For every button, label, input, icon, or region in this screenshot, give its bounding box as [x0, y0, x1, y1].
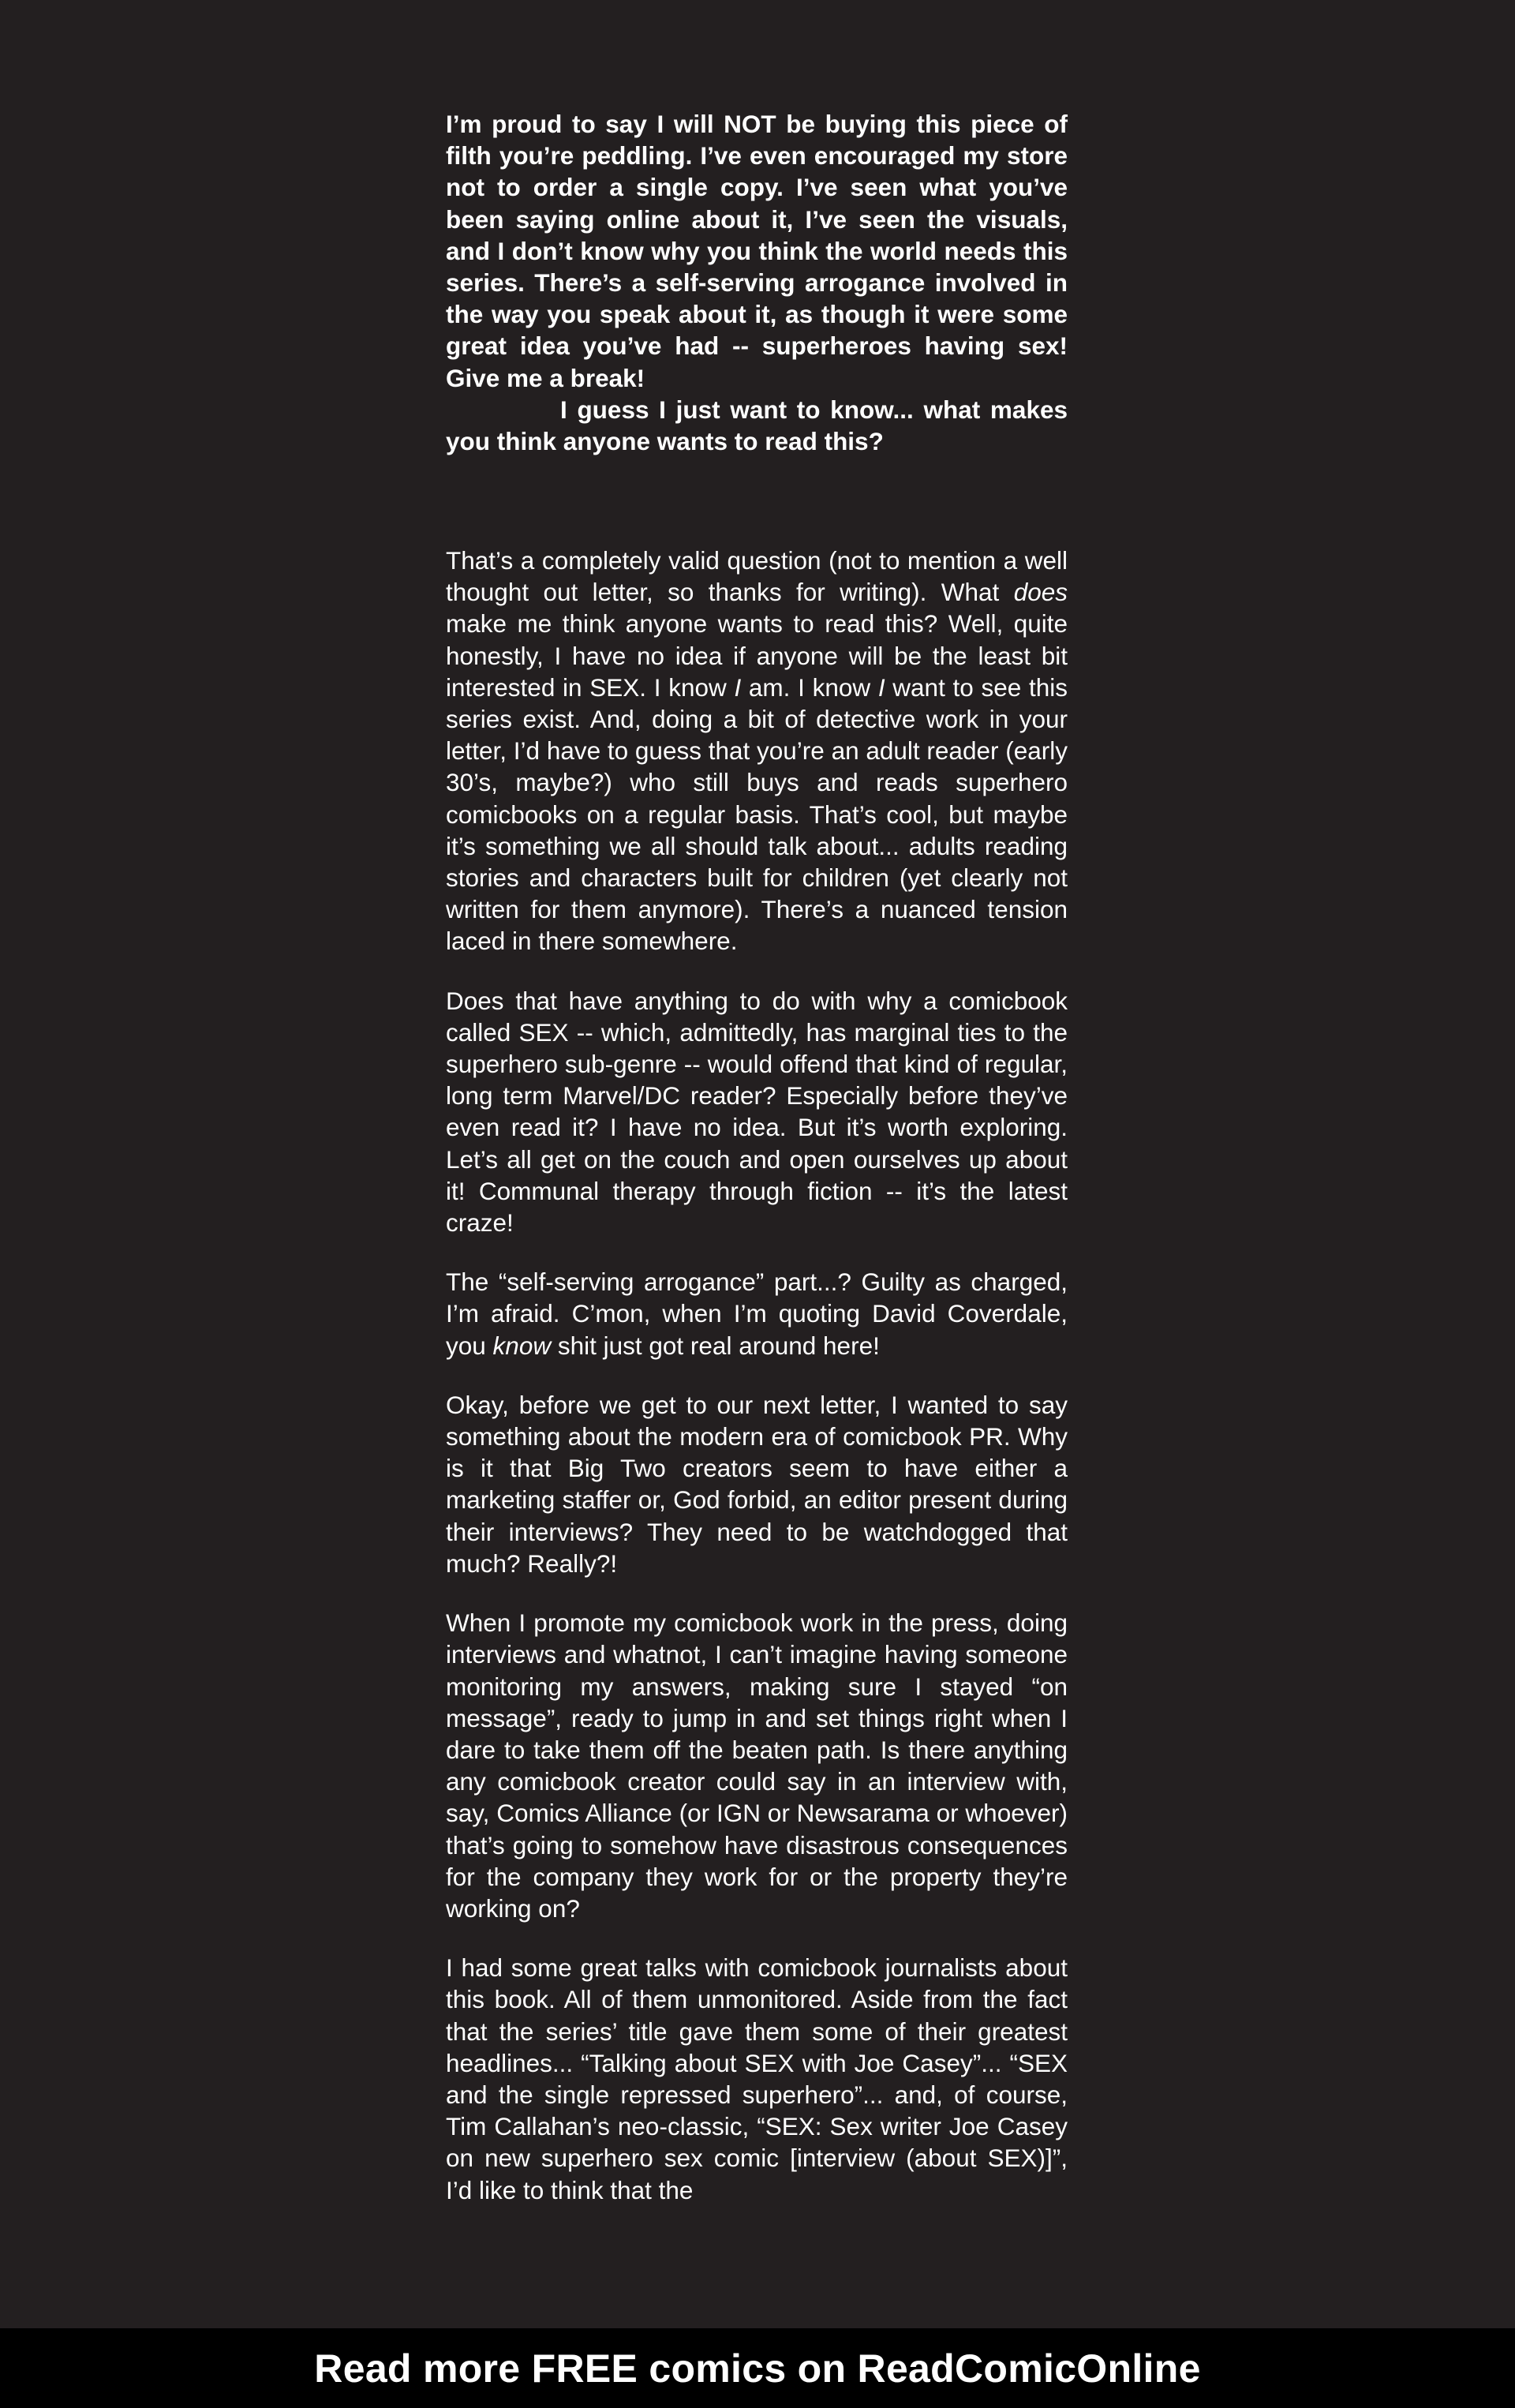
letter-paragraph-2: I guess I just want to know... what makes you think anyone wants to read this?	[446, 395, 1068, 456]
response-p1-text-d: want to see this series exist. And, doing a bit of detective work in your letter, I’d have to guess that you’re an adult reader (early 30’s, maybe?) who still buys and reads superhero comicbooks on a regular basis. That’s cool, but maybe it’s something we all should talk about... adults reading stories and characters built for children (yet clearly not written for them anymore). There’s a nuanced tension laced in there somewhere.	[446, 672, 1068, 956]
letter-paragraph-1: I’m proud to say I will NOT be buying this piece of filth you’re peddling. I’ve even encouraged my store not to order a single copy. I’ve seen what you’ve been saying online about it, I’ve seen the visuals, and I don’t know why you think the world needs this series. There’s a self-serving arrogance involved in the way you speak about it, as though it were some great idea you’ve had -- superheroes having sex! Give me a break!	[446, 110, 1068, 392]
response-paragraph-4: Okay, before we get to our next letter, I wanted to say something about the modern era of comicbook PR. Why is it that Big Two creators seem to have either a marketing staffer or, God forbid, an editor present during their interviews? They need to be watchdogged that much? Really?!	[446, 1390, 1068, 1578]
response-paragraph-1	[446, 545, 1068, 957]
response-p1-emphasis-i-1: I	[734, 672, 742, 702]
response-p1-text-b: make me think anyone wants to read this? Well, quite honestly, I have no idea if anyone will be the least bit interested in SEX. I know	[446, 609, 1068, 702]
response-paragraph-5: When I promote my comicbook work in the press, doing interviews and whatnot, I can’t imagine having someone monitoring my answers, making sure I stayed “on message”, ready to jump in and set things right when I dare to take them off the beaten path. Is there anything any comicbook creator could say in an interview with, say, Comics Alliance (or IGN or Newsarama or whoever) that’s going to somehow have disastrous consequences for the company they work for or the property they’re working on?	[446, 1608, 1068, 1923]
response-paragraph-2: Does that have anything to do with why a comicbook called SEX -- which, admittedly, has marginal ties to the superhero sub-genre -- would offend that kind of regular, long term Marvel/DC reader? Especially before they’ve even read it? I have no idea. But it’s worth exploring. Let’s all get on the couch and open ourselves up about it! Communal therapy through fiction -- it’s the latest craze!	[446, 986, 1068, 1238]
response-paragraph-6: I had some great talks with comicbook journalists about this book. All of them unmonitored. Aside from the fact that the series’ title gave them some of their greatest headlines... “Talking about SEX with Joe Casey”... “SEX and the single repressed superhero”... and, of course, Tim Callahan’s neo-classic, “SEX: Sex writer Joe Casey on new superhero sex comic [interview (about SEX)]”, I’d like to think that the	[446, 1953, 1068, 2204]
response-p3-text-a: The “self-serving arrogance” part...? Guilty as charged, I’m afraid. C’mon, when I’m quoting David Coverdale, you	[446, 1268, 1068, 1360]
response-p1-emphasis-i-2: I	[877, 672, 885, 702]
reader-letter	[446, 108, 1068, 457]
promo-banner[interactable]	[0, 2328, 1515, 2408]
response-p1-text-c: am. I know	[741, 672, 878, 702]
promo-banner-text[interactable]: Read more FREE comics on ReadComicOnline	[314, 2346, 1201, 2391]
response-p1-emphasis-does: does	[1013, 578, 1068, 607]
response-p1-text-a: That’s a completely valid question (not to mention a well thought out letter, so thanks for writing). What	[446, 546, 1068, 607]
response-paragraph-3	[446, 1266, 1068, 1361]
editor-response	[446, 545, 1068, 2234]
response-p3-text-b: shit just got real around here!	[551, 1331, 880, 1360]
response-p3-emphasis-know: know	[492, 1331, 552, 1360]
